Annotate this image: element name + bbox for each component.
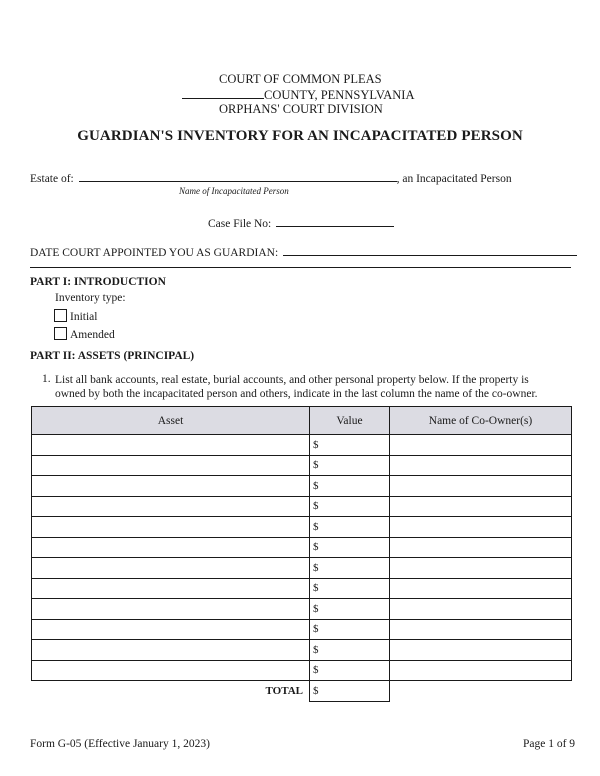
page-number: Page 1 of 9 xyxy=(523,738,576,750)
total-label: TOTAL xyxy=(265,685,303,697)
asset-cell[interactable] xyxy=(32,435,310,456)
table-row xyxy=(32,537,572,558)
value-cell[interactable]: $ xyxy=(310,537,390,558)
table-row xyxy=(32,619,572,640)
part2-heading: PART II: ASSETS (PRINCIPAL) xyxy=(30,350,195,362)
table-row xyxy=(32,435,572,456)
table-row xyxy=(32,496,572,517)
co-owner-cell[interactable] xyxy=(390,640,572,661)
value-column-header: Value xyxy=(310,407,390,435)
county-blank[interactable] xyxy=(182,87,264,99)
asset-cell[interactable] xyxy=(32,455,310,476)
estate-suffix: , an Incapacitated Person xyxy=(396,173,512,185)
co-owner-cell[interactable] xyxy=(390,660,572,681)
amended-label: Amended xyxy=(70,329,115,341)
estate-label: Estate of: xyxy=(30,173,74,185)
value-cell[interactable]: $ xyxy=(310,496,390,517)
county-line xyxy=(182,87,415,102)
table-row xyxy=(32,476,572,497)
value-cell[interactable]: $ xyxy=(310,578,390,599)
case-file-label: Case File No: xyxy=(208,218,272,230)
part1-heading: PART I: INTRODUCTION xyxy=(30,276,166,288)
instruction-number: 1. xyxy=(42,373,51,385)
co-owner-cell[interactable] xyxy=(390,496,572,517)
asset-column-header: Asset xyxy=(32,407,310,435)
asset-cell[interactable] xyxy=(32,640,310,661)
county-label: COUNTY, PENNSYLVANIA xyxy=(264,88,415,102)
appointed-date-label: DATE COURT APPOINTED YOU AS GUARDIAN: xyxy=(30,247,279,259)
table-row xyxy=(32,517,572,538)
co-owner-cell[interactable] xyxy=(390,537,572,558)
table-row xyxy=(32,455,572,476)
form-title: GUARDIAN'S INVENTORY FOR AN INCAPACITATED PERSON xyxy=(77,128,523,144)
asset-cell[interactable] xyxy=(32,537,310,558)
court-name: COURT OF COMMON PLEAS xyxy=(219,72,382,86)
asset-cell[interactable] xyxy=(32,558,310,579)
value-cell[interactable]: $ xyxy=(310,619,390,640)
initial-label: Initial xyxy=(70,311,98,323)
total-empty-cell xyxy=(390,681,572,702)
case-file-field[interactable] xyxy=(276,216,394,227)
estate-line xyxy=(30,171,512,185)
asset-cell[interactable] xyxy=(32,578,310,599)
incapacitated-person-name-field[interactable] xyxy=(79,171,397,182)
assets-table-header xyxy=(32,407,572,435)
table-row xyxy=(32,640,572,661)
table-row xyxy=(32,558,572,579)
appointed-date-line xyxy=(30,245,577,259)
table-row xyxy=(32,599,572,620)
estate-caption: Name of Incapacitated Person xyxy=(179,186,289,196)
value-cell[interactable]: $ xyxy=(310,558,390,579)
asset-cell[interactable] xyxy=(32,517,310,538)
table-row xyxy=(32,660,572,681)
value-cell[interactable]: $ xyxy=(310,660,390,681)
value-cell[interactable]: $ xyxy=(310,599,390,620)
co-owner-cell[interactable] xyxy=(390,455,572,476)
value-cell[interactable]: $ xyxy=(310,476,390,497)
inventory-type-label: Inventory type: xyxy=(55,292,126,304)
asset-cell[interactable] xyxy=(32,476,310,497)
amended-checkbox[interactable] xyxy=(54,327,67,340)
co-owner-cell[interactable] xyxy=(390,558,572,579)
assets-table xyxy=(31,406,572,702)
case-file-line xyxy=(208,216,394,230)
appointed-date-field[interactable] xyxy=(283,245,577,256)
table-row xyxy=(32,578,572,599)
value-cell[interactable]: $ xyxy=(310,455,390,476)
instruction-text: List all bank accounts, real estate, burial accounts, and other personal property below. If the property is owned by both the incapacitated person and others, indicate in the last column the name of the co-owner. xyxy=(55,374,538,400)
co-owner-cell[interactable] xyxy=(390,517,572,538)
option-initial[interactable] xyxy=(54,309,97,323)
form-number: Form G-05 (Effective January 1, 2023) xyxy=(30,738,210,750)
co-owner-cell[interactable] xyxy=(390,476,572,497)
asset-cell[interactable] xyxy=(32,496,310,517)
value-cell[interactable]: $ xyxy=(310,517,390,538)
total-value-cell[interactable]: $ xyxy=(310,681,390,702)
co-owner-cell[interactable] xyxy=(390,599,572,620)
value-cell[interactable]: $ xyxy=(310,435,390,456)
asset-cell[interactable] xyxy=(32,599,310,620)
asset-cell[interactable] xyxy=(32,619,310,640)
initial-checkbox[interactable] xyxy=(54,309,67,322)
co-owner-cell[interactable] xyxy=(390,578,572,599)
asset-cell[interactable] xyxy=(32,660,310,681)
co-owner-cell[interactable] xyxy=(390,435,572,456)
co-owner-cell[interactable] xyxy=(390,619,572,640)
total-row xyxy=(32,681,572,702)
section-divider xyxy=(30,267,571,268)
division-name: ORPHANS' COURT DIVISION xyxy=(219,102,383,116)
assets-table-body xyxy=(32,435,572,702)
value-cell[interactable]: $ xyxy=(310,640,390,661)
option-amended[interactable] xyxy=(54,327,115,341)
co-owner-column-header: Name of Co-Owner(s) xyxy=(390,407,572,435)
